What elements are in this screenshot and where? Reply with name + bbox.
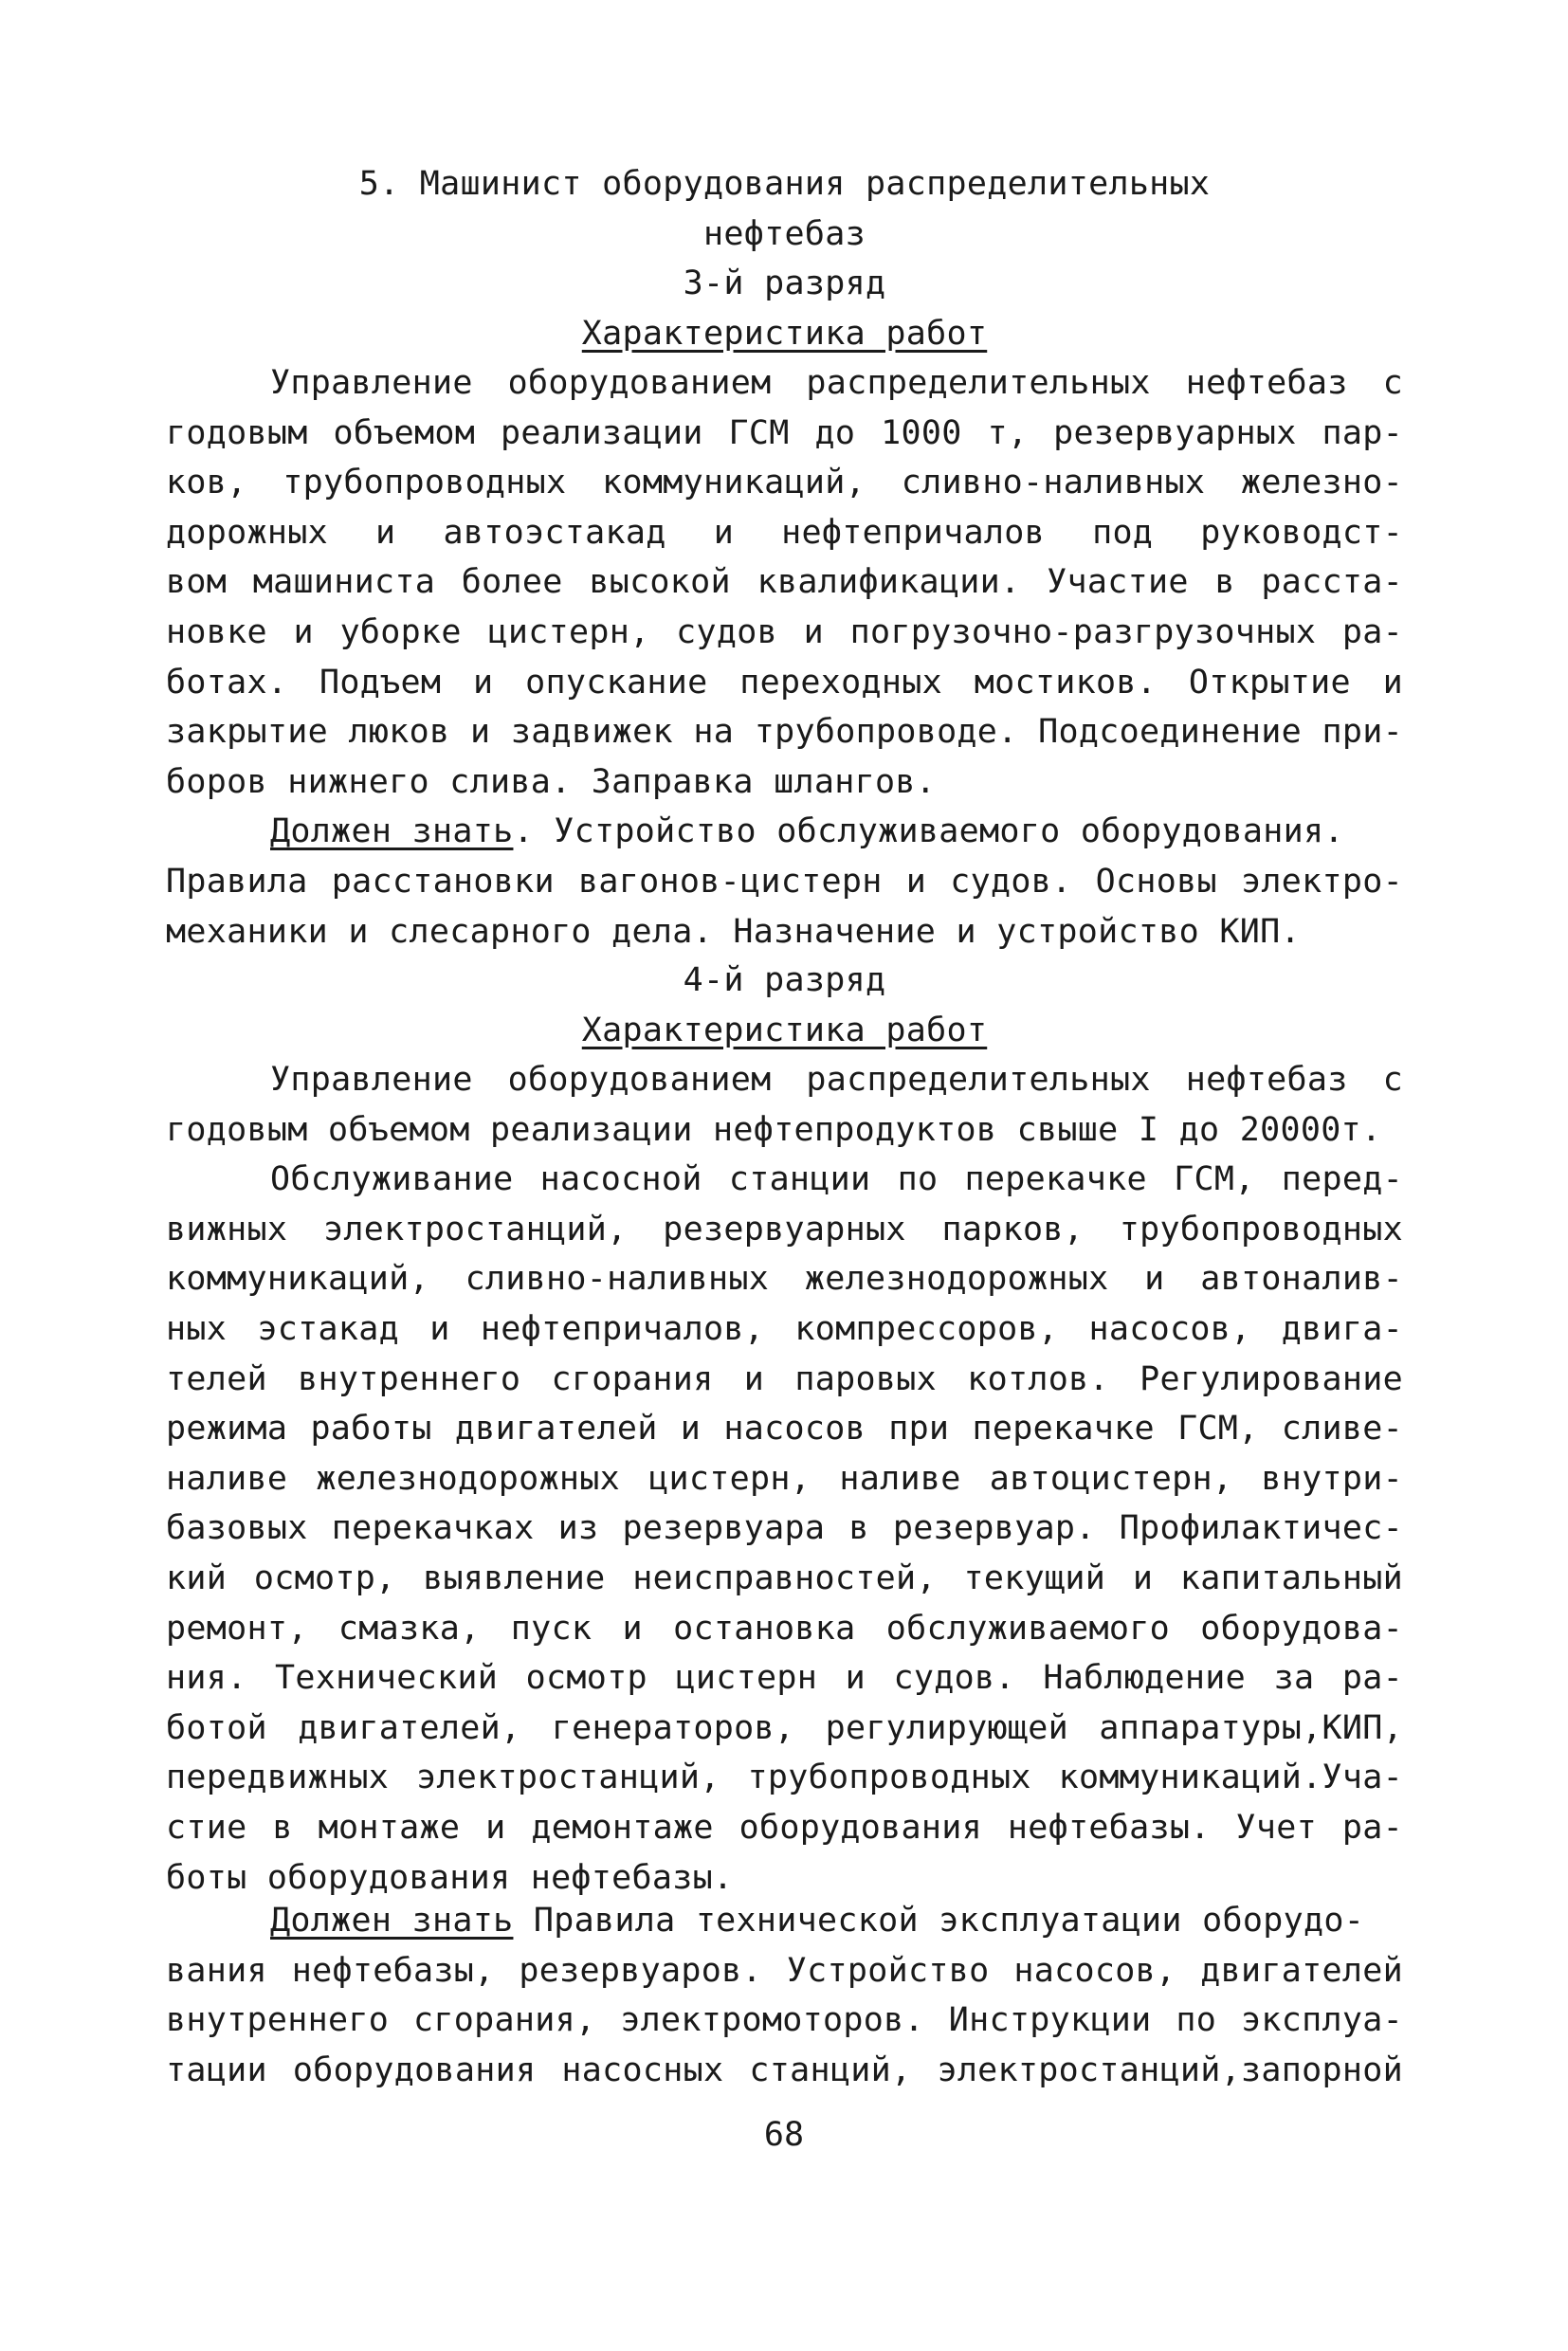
paragraph-line: передвижных электростанций, трубопроводных коммуникаций.Уча- [166, 1759, 1403, 1797]
paragraph-line: закрытие люков и задвижек на трубопроводе. Подсоединение при- [166, 713, 1403, 752]
paragraph-line: режима работы двигателей и насосов при перекачке ГСМ, сливе- [166, 1410, 1403, 1449]
paragraph-line: ния. Технический осмотр цистерн и судов. Наблюдение за ра- [166, 1659, 1403, 1698]
paragraph-line: Правила расстановки вагонов-цистерн и судов. Основы электро- [166, 862, 1403, 901]
paragraph-line: механики и слесарного дела. Назначение и устройство КИП. [166, 912, 1301, 951]
paragraph-line: вом машиниста более высокой квалификации. Участие в расста- [166, 563, 1403, 602]
paragraph-line: Управление оборудованием распределительных нефтебаз с [270, 1061, 1403, 1099]
paragraph-line: тации оборудования насосных станций, электростанций,запорной [166, 2050, 1403, 2089]
section-title-line-1: 5. Машинист оборудования распределительных [358, 165, 1211, 203]
grade-4-work-description [166, 1055, 1403, 1903]
must-know-label: Должен знать [270, 812, 514, 851]
grade-4-work-heading: Характеристика работ [581, 1011, 988, 1049]
paragraph-line: Обслуживание насосной станции по перекачке ГСМ, перед- [270, 1160, 1403, 1199]
paragraph-line: ных эстакад и нефтепричалов, компрессоров, насосов, двига- [166, 1309, 1403, 1348]
must-know-text: Правила технической эксплуатации оборудо- [513, 1902, 1365, 1940]
grade-4-must-know-section [166, 1896, 1403, 2095]
paragraph-line: коммуникаций, сливно-наливных железнодорожных и автоналив- [166, 1260, 1403, 1299]
paragraph-line: ремонт, смазка, пуск и остановка обслуживаемого оборудова- [166, 1609, 1403, 1648]
grade-4-must-know [166, 1896, 1403, 1946]
paragraph-line: годовым объемом реализации ГСМ до 1000 т, резервуарных пар- [166, 413, 1403, 452]
paragraph-line: ботах. Подъем и опускание переходных мостиков. Открытие и [166, 663, 1403, 702]
grade-4-heading: 4-й разряд [683, 961, 886, 999]
paragraph-line: дорожных и автоэстакад и нефтепричалов под руководст- [166, 513, 1403, 552]
section-title [166, 159, 1403, 358]
must-know-label: Должен знать [270, 1902, 514, 1940]
grade-3-must-know [166, 807, 1403, 857]
paragraph-line: внутреннего сгорания, электромоторов. Инструкции по эксплуа- [166, 2001, 1403, 2040]
paragraph-line: боров нижнего слива. Заправка шлангов. [166, 762, 937, 801]
paragraph-line: вижных электростанций, резервуарных парков, трубопроводных [166, 1210, 1403, 1248]
must-know-text: . Устройство обслуживаемого оборудования. [513, 812, 1344, 851]
section-title-line-2: нефтебаз [703, 214, 866, 253]
paragraph-line: Управление оборудованием распределительных нефтебаз с [270, 364, 1403, 402]
grade-4-headings [166, 956, 1403, 1055]
paragraph-line: телей внутреннего сгорания и паровых котлов. Регулирование [166, 1359, 1403, 1398]
grade-3-heading: 3-й разряд [683, 264, 886, 303]
paragraph-line: стие в монтаже и демонтаже оборудования нефтебазы. Учет ра- [166, 1808, 1403, 1847]
paragraph-line: новке и уборке цистерн, судов и погрузочно-разгрузочных ра- [166, 612, 1403, 651]
paragraph-line: наливе железнодорожных цистерн, наливе автоцистерн, внутри- [166, 1459, 1403, 1498]
page-number: 68 [763, 2116, 805, 2154]
paragraph-line: вания нефтебазы, резервуаров. Устройство насосов, двигателей [166, 1951, 1403, 1990]
paragraph-line: боты оборудования нефтебазы. [166, 1858, 734, 1897]
paragraph-line: ботой двигателей, генераторов, регулирующей аппаратуры,КИП, [166, 1708, 1403, 1747]
grade-3-work-heading: Характеристика работ [581, 314, 988, 353]
paragraph-line: годовым объемом реализации нефтепродуктов свыше I до 20000т. [166, 1110, 1382, 1149]
paragraph-line: ков, трубопроводных коммуникаций, сливно-наливных железно- [166, 464, 1403, 502]
paragraph-line: базовых перекачках из резервуара в резервуар. Профилактичес- [166, 1509, 1403, 1548]
paragraph-line: кий осмотр, выявление неисправностей, текущий и капитальный [166, 1558, 1403, 1597]
grade-3-work-description [166, 358, 1403, 957]
